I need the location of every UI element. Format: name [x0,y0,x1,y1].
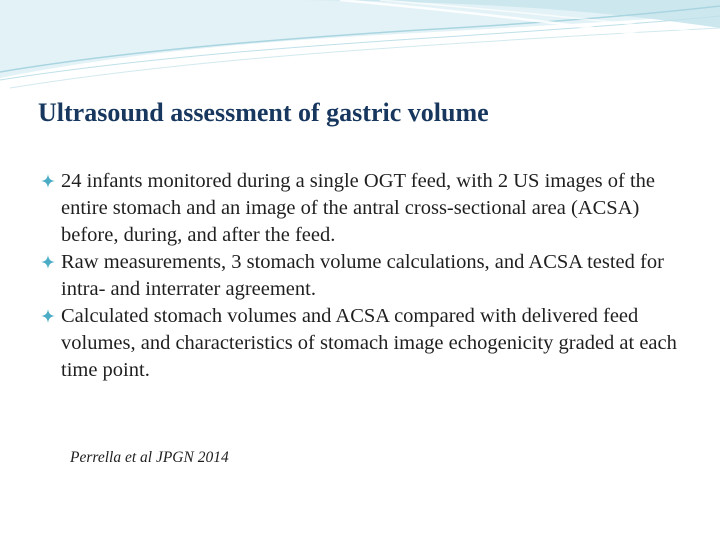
header-wave-decoration [0,0,720,110]
bullet-text: 24 infants monitored during a single OGT feed, with 2 US images of the entire stomach and an image of the antral cross-sectional area (ACSA) before, during, and after the feed. [61,170,656,246]
sparkle-bullet-icon [40,173,56,189]
slide-title: Ultrasound assessment of gastric volume [38,98,489,127]
sparkle-bullet-icon [40,254,56,270]
sparkle-bullet-icon [40,308,56,324]
bullet-list [40,168,680,384]
citation: Perrella et al JPGN 2014 [70,449,229,466]
bullet-item [40,303,680,384]
bullet-item [40,249,680,303]
bullet-text: Raw measurements, 3 stomach volume calculations, and ACSA tested for intra- and interrater agreement. [61,251,664,300]
bullet-item [40,168,680,249]
bullet-text: Calculated stomach volumes and ACSA compared with delivered feed volumes, and characteristics of stomach image echogenicity graded at each time point. [61,305,677,381]
